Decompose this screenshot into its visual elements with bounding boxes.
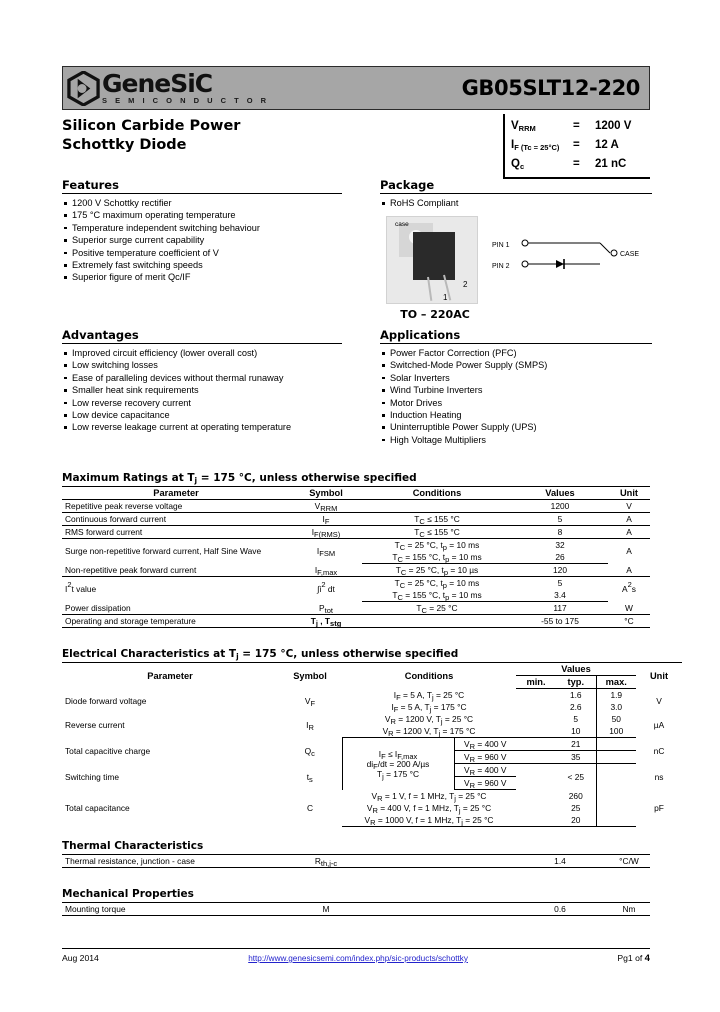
table-row: [62, 602, 650, 615]
case-label: CASE: [620, 251, 640, 259]
cell-symbol: $t_s$: [278, 764, 342, 790]
cell-value: 0.6: [512, 903, 608, 916]
cell-unit: W: [608, 602, 650, 615]
thermal-title: Thermal Characteristics: [62, 840, 204, 852]
cell-unit: A: [608, 564, 650, 577]
table-header-row: [62, 487, 650, 500]
cell-min: [516, 689, 556, 702]
spec-value-vrrm: 1200 V: [595, 120, 632, 132]
cell-unit: Nm: [608, 903, 650, 916]
cell-value: 1200: [512, 500, 608, 513]
cell-typ: 21: [556, 738, 596, 751]
title-line-1: Silicon Carbide Power: [62, 118, 241, 134]
cell-symbol: $I_{F(RMS)}$: [290, 526, 362, 539]
table-row: [62, 713, 682, 725]
package-section: [380, 178, 652, 330]
pin2-label: PIN 2: [492, 263, 510, 271]
cell-symbol: $P_{tot}$: [290, 602, 362, 615]
pin1-label: PIN 1: [492, 242, 510, 250]
footer-date: Aug 2014: [62, 953, 99, 963]
features-list: [62, 197, 342, 284]
list-item: Superior surge current capability: [62, 234, 342, 246]
cell-conditions: $T_C = 25$ °C: [362, 602, 512, 615]
spec-value-qc: 21 nC: [595, 158, 627, 170]
key-spec-box: [503, 114, 650, 179]
cell-conditions: $I_F = 5$ A, $T_j = 25$ °C: [393, 689, 465, 702]
case-caption: case: [395, 221, 409, 229]
cell-conditions: [362, 615, 512, 628]
cell-unit: ns: [654, 771, 664, 782]
cell-max: [596, 814, 636, 827]
cell-unit: V: [608, 500, 650, 513]
title-line-2: Schottky Diode: [62, 137, 187, 153]
cell-typ: < 25: [567, 771, 585, 782]
advantages-list: [62, 347, 342, 434]
spec-symbol-if: $I_{F (Tc = 25^\circ C)}$: [511, 139, 560, 152]
spec-equals: =: [573, 158, 580, 170]
list-item: Superior figure of merit Qc/IF: [62, 271, 342, 283]
cell-symbol: $V_F$: [304, 695, 316, 708]
cell-parameter: Total capacitance: [65, 803, 130, 813]
cell-unit: A: [626, 546, 632, 557]
cell-value: 5: [557, 578, 563, 588]
package-photo: [386, 216, 478, 304]
table-row: [62, 903, 650, 916]
cell-parameter: Non-repetitive peak forward current: [62, 564, 290, 577]
cell-value: 8: [512, 526, 608, 539]
package-body: [413, 232, 455, 280]
cell-value: 32: [555, 540, 565, 550]
table-header-row: [62, 663, 682, 676]
cell-max: [596, 764, 636, 790]
cell-conditions: $T_C = 25$ °C, $t_p = 10$ µs: [362, 564, 512, 577]
cell-parameter: Thermal resistance, junction - case: [62, 855, 290, 868]
cell-max: 1.9: [596, 689, 636, 702]
cell-value: 26: [512, 551, 608, 564]
pin-number-1: 1: [443, 293, 448, 303]
cell-parameter: Mounting torque: [62, 903, 290, 916]
pin-schematic: [492, 230, 642, 290]
cell-parameter: $I^2t$ value: [65, 580, 97, 595]
page-title: [62, 117, 362, 155]
cell-typ: 25: [571, 803, 581, 813]
cell-typ: 5: [573, 714, 579, 724]
cell-max: [596, 738, 636, 751]
cell-value: 1.4: [512, 855, 608, 868]
table-row: [62, 500, 650, 513]
cell-conditions: $V_R = 400$ V: [454, 764, 516, 777]
cell-parameter: Switching time: [65, 771, 119, 782]
logo-wordmark: GeneSiC: [102, 69, 213, 99]
spec-row-vrrm: [511, 117, 650, 136]
cell-value: -55 to 175: [512, 615, 608, 628]
cell-unit: V: [656, 695, 662, 706]
cell-max: [596, 790, 636, 803]
cell-conditions: $V_R = 960$ V: [454, 751, 516, 764]
cell-conditions: $V_R = 400$ V, f = 1 MHz, $T_j = 25$ °C: [366, 803, 492, 815]
cell-symbol: $R_{th,j-c}$: [290, 855, 362, 868]
electrical-section: [62, 648, 682, 827]
cell-conditions: $V_R = 1000$ V, f = 1 MHz, $T_j = 25$ °C: [342, 814, 516, 827]
cell-parameter: Operating and storage temperature: [62, 615, 290, 628]
spec-equals: =: [573, 120, 580, 132]
page-footer: [62, 948, 650, 964]
cell-symbol: $V_{RRM}$: [290, 500, 362, 513]
table-row: [62, 790, 682, 803]
cell-shared-conditions: $I_F \le I_{F,max}$ $di_F/dt = 200$ A/µs $T_j = 175$ °C: [342, 738, 454, 790]
electrical-table: [62, 662, 682, 827]
list-item: Smaller heat sink requirements: [62, 384, 342, 396]
table-row: [62, 513, 650, 526]
mechanical-section: [62, 888, 650, 916]
applications-heading: Applications: [380, 328, 652, 344]
applications-list: [380, 347, 652, 446]
cell-unit: µA: [653, 720, 665, 731]
cell-parameter: Repetitive peak reverse voltage: [62, 500, 290, 513]
mechanical-table: [62, 902, 650, 916]
col-unit: Unit: [636, 663, 682, 689]
cell-symbol: M: [290, 903, 362, 916]
list-item: Extremely fast switching speeds: [62, 259, 342, 271]
max-ratings-table: [62, 486, 650, 628]
col-values: Values: [512, 487, 608, 500]
cell-typ: 1.6: [569, 690, 582, 700]
list-item: Solar Inverters: [380, 372, 652, 384]
spec-symbol-vrrm: $V_{RRM}$: [511, 120, 536, 133]
advantages-heading: Advantages: [62, 328, 342, 344]
thermal-section: [62, 840, 650, 868]
applications-section: [380, 328, 652, 446]
cell-min: [516, 802, 556, 814]
cell-unit: $A^2s$: [622, 580, 636, 595]
package-illustration: [380, 212, 652, 330]
list-item: Improved circuit efficiency (lower overall cost): [62, 347, 342, 359]
pin-number-2: 2: [463, 280, 468, 290]
cell-conditions: [362, 855, 512, 868]
cell-min: [516, 790, 556, 803]
col-parameter: Parameter: [62, 663, 278, 689]
list-item: Positive temperature coefficient of V: [62, 247, 342, 259]
cell-unit: A: [608, 513, 650, 526]
list-item: Low reverse recovery current: [62, 397, 342, 409]
col-typ: typ.: [556, 676, 596, 689]
list-item: Ease of paralleling devices without thermal runaway: [62, 372, 342, 384]
max-ratings-title: Maximum Ratings at $T_j = 175$ °C, unless otherwise specified: [62, 472, 417, 485]
cell-symbol: $I_R$: [306, 720, 314, 733]
col-symbol: Symbol: [278, 663, 342, 689]
cell-parameter: Total capacitive charge: [65, 745, 151, 756]
cell-conditions: $V_R = 1200$ V, $T_j = 25$ °C: [384, 714, 474, 726]
advantages-section: [62, 328, 342, 434]
cell-conditions: $V_R = 400$ V: [454, 738, 516, 751]
cell-conditions: $T_C \le 155$ °C: [362, 526, 512, 539]
cell-min: [516, 764, 556, 790]
thermal-table: [62, 854, 650, 868]
max-ratings-section: [62, 472, 650, 628]
cell-unit: nC: [653, 745, 665, 756]
cell-min: [516, 738, 556, 751]
table-row: [62, 855, 650, 868]
cell-conditions: $T_C = 155$ °C, $t_p = 10$ ms: [362, 551, 512, 564]
list-item: Power Factor Correction (PFC): [380, 347, 652, 359]
cell-conditions: $T_C = 25$ °C, $t_p = 10$ ms: [394, 578, 480, 590]
package-lead-1: [427, 277, 432, 301]
cell-symbol: $T_j$ , $T_{stg}$: [290, 615, 362, 628]
cell-symbol: C: [306, 803, 314, 813]
list-item: Switched-Mode Power Supply (SMPS): [380, 359, 652, 371]
table-row: [62, 564, 650, 577]
list-item: Uninterruptible Power Supply (UPS): [380, 421, 652, 433]
mechanical-title: Mechanical Properties: [62, 888, 194, 900]
cell-min: [516, 701, 556, 713]
col-min: min.: [516, 676, 556, 689]
list-item: Induction Heating: [380, 409, 652, 421]
cell-typ: 10: [556, 725, 596, 738]
cell-typ: 260: [568, 790, 583, 801]
spec-equals: =: [573, 139, 580, 151]
package-name: TO – 220AC: [400, 308, 470, 322]
cell-max: [596, 751, 636, 764]
spec-row-if: [511, 136, 650, 155]
cell-unit: °C/W: [608, 855, 650, 868]
cell-parameter: Reverse current: [65, 720, 125, 731]
cell-parameter: Surge non-repetitive forward current, Half Sine Wave: [65, 546, 262, 557]
cell-conditions: $T_C = 155$ °C, $t_p = 10$ ms: [362, 589, 512, 602]
cell-value: 5: [512, 513, 608, 526]
table-row: [62, 577, 650, 590]
cell-typ: 20: [556, 814, 596, 827]
page-header-bar: [62, 66, 650, 110]
features-section: [62, 178, 342, 284]
cell-conditions: $V_R = 960$ V: [454, 777, 516, 790]
cell-unit: pF: [654, 803, 664, 813]
spec-row-qc: [511, 155, 650, 174]
hexagon-logo-icon: [67, 71, 100, 106]
part-number: GB05SLT12-220: [461, 76, 640, 100]
cell-parameter: Continuous forward current: [62, 513, 290, 526]
cell-parameter: Power dissipation: [62, 602, 290, 615]
package-list: [380, 197, 652, 209]
spec-symbol-qc: $Q_c$: [511, 158, 525, 171]
cell-value: 120: [512, 564, 608, 577]
cell-conditions: $V_R = 1$ V, f = 1 MHz, $T_j = 25$ °C: [371, 791, 487, 803]
cell-symbol: $I_{F,max}$: [290, 564, 362, 577]
cell-symbol: $\int i^2$ dt: [317, 580, 335, 595]
cell-max: 50: [596, 713, 636, 725]
electrical-title: Electrical Characteristics at $T_j = 175$ °C, unless otherwise specified: [62, 648, 459, 661]
cell-min: [516, 713, 556, 725]
footer-url-link[interactable]: http://www.genesicsemi.com/index.php/sic-products/schottky: [248, 954, 468, 963]
table-row: [62, 689, 682, 702]
cell-min: [516, 751, 556, 764]
cell-max: 3.0: [596, 701, 636, 713]
cell-conditions: $V_R = 1200$ V, $T_j = 175$ °C: [342, 725, 516, 738]
cell-conditions: [362, 500, 512, 513]
cell-conditions: $I_F = 5$ A, $T_j = 175$ °C: [391, 702, 467, 714]
cell-symbol: $Q_c$: [278, 738, 342, 764]
list-item: Low switching losses: [62, 359, 342, 371]
list-item: Low reverse leakage current at operating temperature: [62, 421, 342, 433]
col-unit: Unit: [608, 487, 650, 500]
table-row: [62, 615, 650, 628]
col-max: max.: [596, 676, 636, 689]
cell-parameter: RMS forward current: [62, 526, 290, 539]
list-item: High Voltage Multipliers: [380, 434, 652, 446]
cell-unit: °C: [608, 615, 650, 628]
logo-tagline: S E M I C O N D U C T O R: [102, 96, 270, 106]
col-conditions: Conditions: [342, 663, 516, 689]
footer-page-number: Pg1 of 4: [617, 953, 650, 964]
col-conditions: Conditions: [362, 487, 512, 500]
cell-symbol: $I_F$: [290, 513, 362, 526]
cell-unit: A: [608, 526, 650, 539]
list-item: 175 °C maximum operating temperature: [62, 209, 342, 221]
list-item: Wind Turbine Inverters: [380, 384, 652, 396]
cell-parameter: Diode forward voltage: [65, 695, 147, 706]
cell-typ: 35: [556, 751, 596, 764]
cell-typ: 2.6: [569, 702, 582, 712]
list-item: 1200 V Schottky rectifier: [62, 197, 342, 209]
list-item: Motor Drives: [380, 397, 652, 409]
col-symbol: Symbol: [290, 487, 362, 500]
datasheet-page: [62, 0, 669, 1012]
cell-max: 100: [596, 725, 636, 738]
cell-conditions: [362, 903, 512, 916]
cell-value: 117: [512, 602, 608, 615]
table-row: [62, 526, 650, 539]
company-logo: [63, 71, 269, 106]
list-item: Low device capacitance: [62, 409, 342, 421]
cell-value: 3.4: [512, 589, 608, 602]
table-row: [62, 539, 650, 552]
package-heading: Package: [380, 178, 652, 194]
cell-conditions: $T_C \le 155$ °C: [362, 513, 512, 526]
cell-symbol: $I_{FSM}$: [316, 546, 336, 559]
table-row: [62, 738, 682, 751]
cell-min: [516, 814, 556, 827]
spec-value-if: 12 A: [595, 139, 619, 151]
list-item: RoHS Compliant: [380, 197, 652, 209]
cell-min: [516, 725, 556, 738]
cell-max: [596, 802, 636, 814]
features-heading: Features: [62, 178, 342, 194]
list-item: Temperature independent switching behaviour: [62, 222, 342, 234]
col-parameter: Parameter: [62, 487, 290, 500]
cell-conditions: $T_C = 25$ °C, $t_p = 10$ ms: [394, 540, 480, 552]
col-values: Values: [516, 663, 636, 676]
